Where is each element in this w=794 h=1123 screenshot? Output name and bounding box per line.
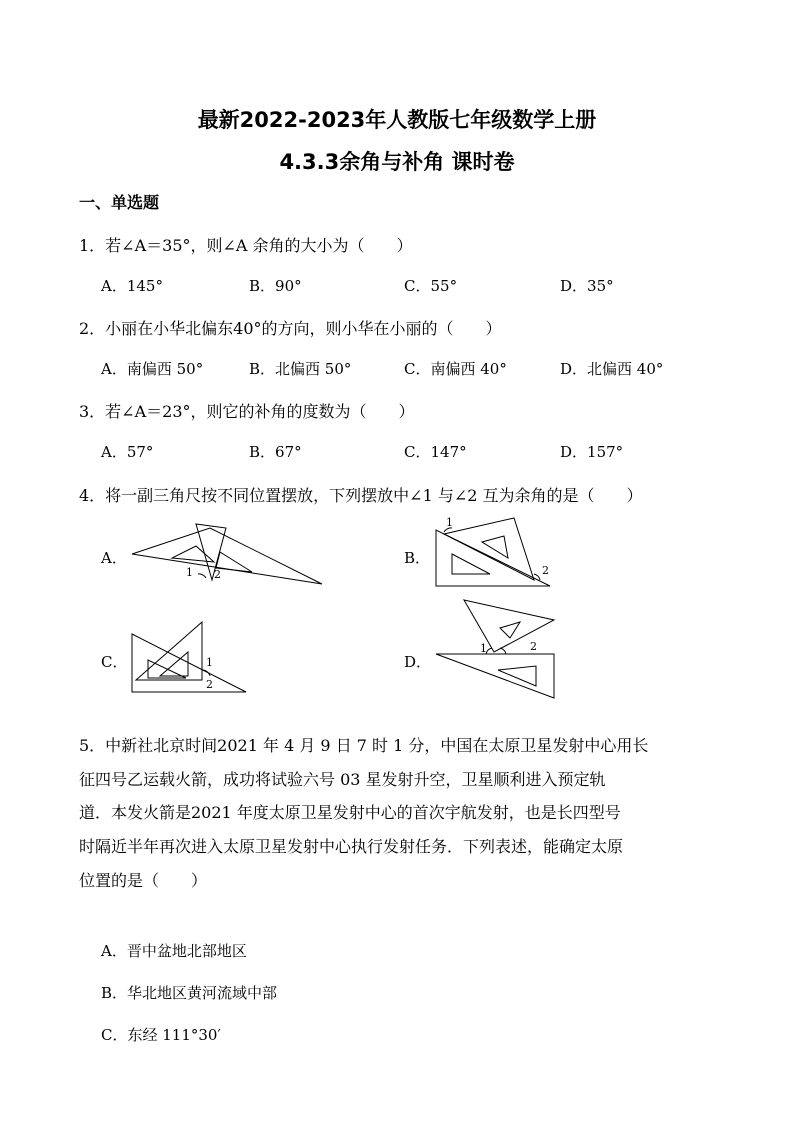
q4d-angle-2-label: 2 (530, 640, 537, 653)
document-subtitle: 4.3.3余角与补角 课时卷 (279, 150, 515, 174)
q3-option-a: A．57° (101, 443, 154, 461)
question-5-line-2: 征四号乙运载火箭，成功将试验六号 03 星发射升空，卫星顺利进入预定轨 (79, 770, 606, 789)
q5-option-a: A．晋中盆地北部地区 (101, 942, 247, 960)
question-5-line-4: 时隔近半年再次进入太原卫星发射中心执行发射任务．下列表述，能确定太原 (79, 837, 624, 856)
q4-option-b-label: B． (404, 549, 431, 567)
q4-option-a-label: A． (101, 549, 127, 567)
q4-option-c-label: C． (101, 653, 128, 671)
q4d-angle-1-label: 1 (480, 642, 487, 655)
q1-option-d: D．35° (560, 277, 614, 295)
question-3-stem: 3．若∠A＝23°，则它的补角的度数为（ ） (79, 402, 415, 421)
question-5-line-3: 道．本发火箭是2021 年度太原卫星发射中心的首次宇航发射，也是长四型号 (79, 803, 621, 822)
q2-option-a: A．南偏西 50° (101, 360, 204, 378)
q4c-angle-1-label: 1 (206, 656, 213, 669)
question-5-line-5: 位置的是（ ） (79, 871, 208, 890)
q2-option-b: B．北偏西 50° (249, 360, 352, 378)
q4-figure-b (434, 516, 554, 588)
q4a-angle-1-label: 1 (186, 566, 193, 579)
q1-option-a: A．145° (101, 277, 163, 295)
question-5-line-1: 5．中新社北京时间2021 年 4 月 9 日 7 时 1 分，中国在太原卫星发射中心用长 (79, 736, 649, 755)
q3-option-b: B．67° (249, 443, 302, 461)
q5-option-c: C．东经 111°30′ (101, 1026, 221, 1044)
q4-figure-c (130, 620, 250, 694)
q2-option-d: D．北偏西 40° (560, 360, 664, 378)
q4b-angle-1-label: 1 (446, 516, 453, 529)
q3-option-c: C．147° (404, 443, 467, 461)
q3-option-d: D．157° (560, 443, 624, 461)
q2-option-c: C．南偏西 40° (404, 360, 507, 378)
question-4-stem: 4．将一副三角尺按不同位置摆放，下列摆放中∠1 与∠2 互为余角的是（ ） (79, 486, 643, 505)
q4a-angle-2-label: 2 (214, 568, 221, 581)
q4b-angle-2-label: 2 (542, 564, 549, 577)
q5-option-b: B．华北地区黄河流域中部 (101, 984, 278, 1002)
q4-figure-d (434, 598, 558, 702)
document-title: 最新2022-2023年人教版七年级数学上册 (197, 108, 597, 132)
q1-option-c: C．55° (404, 277, 458, 295)
q4-option-d-label: D． (404, 653, 432, 671)
section-heading: 一、单选题 (79, 193, 160, 212)
q4c-angle-2-label: 2 (206, 678, 213, 691)
q4-figure-a (124, 522, 324, 586)
question-1-stem: 1．若∠A＝35°，则∠A 余角的大小为（ ） (79, 236, 413, 255)
question-2-stem: 2．小丽在小华北偏东40°的方向，则小华在小丽的（ ） (79, 319, 502, 338)
q1-option-b: B．90° (249, 277, 302, 295)
